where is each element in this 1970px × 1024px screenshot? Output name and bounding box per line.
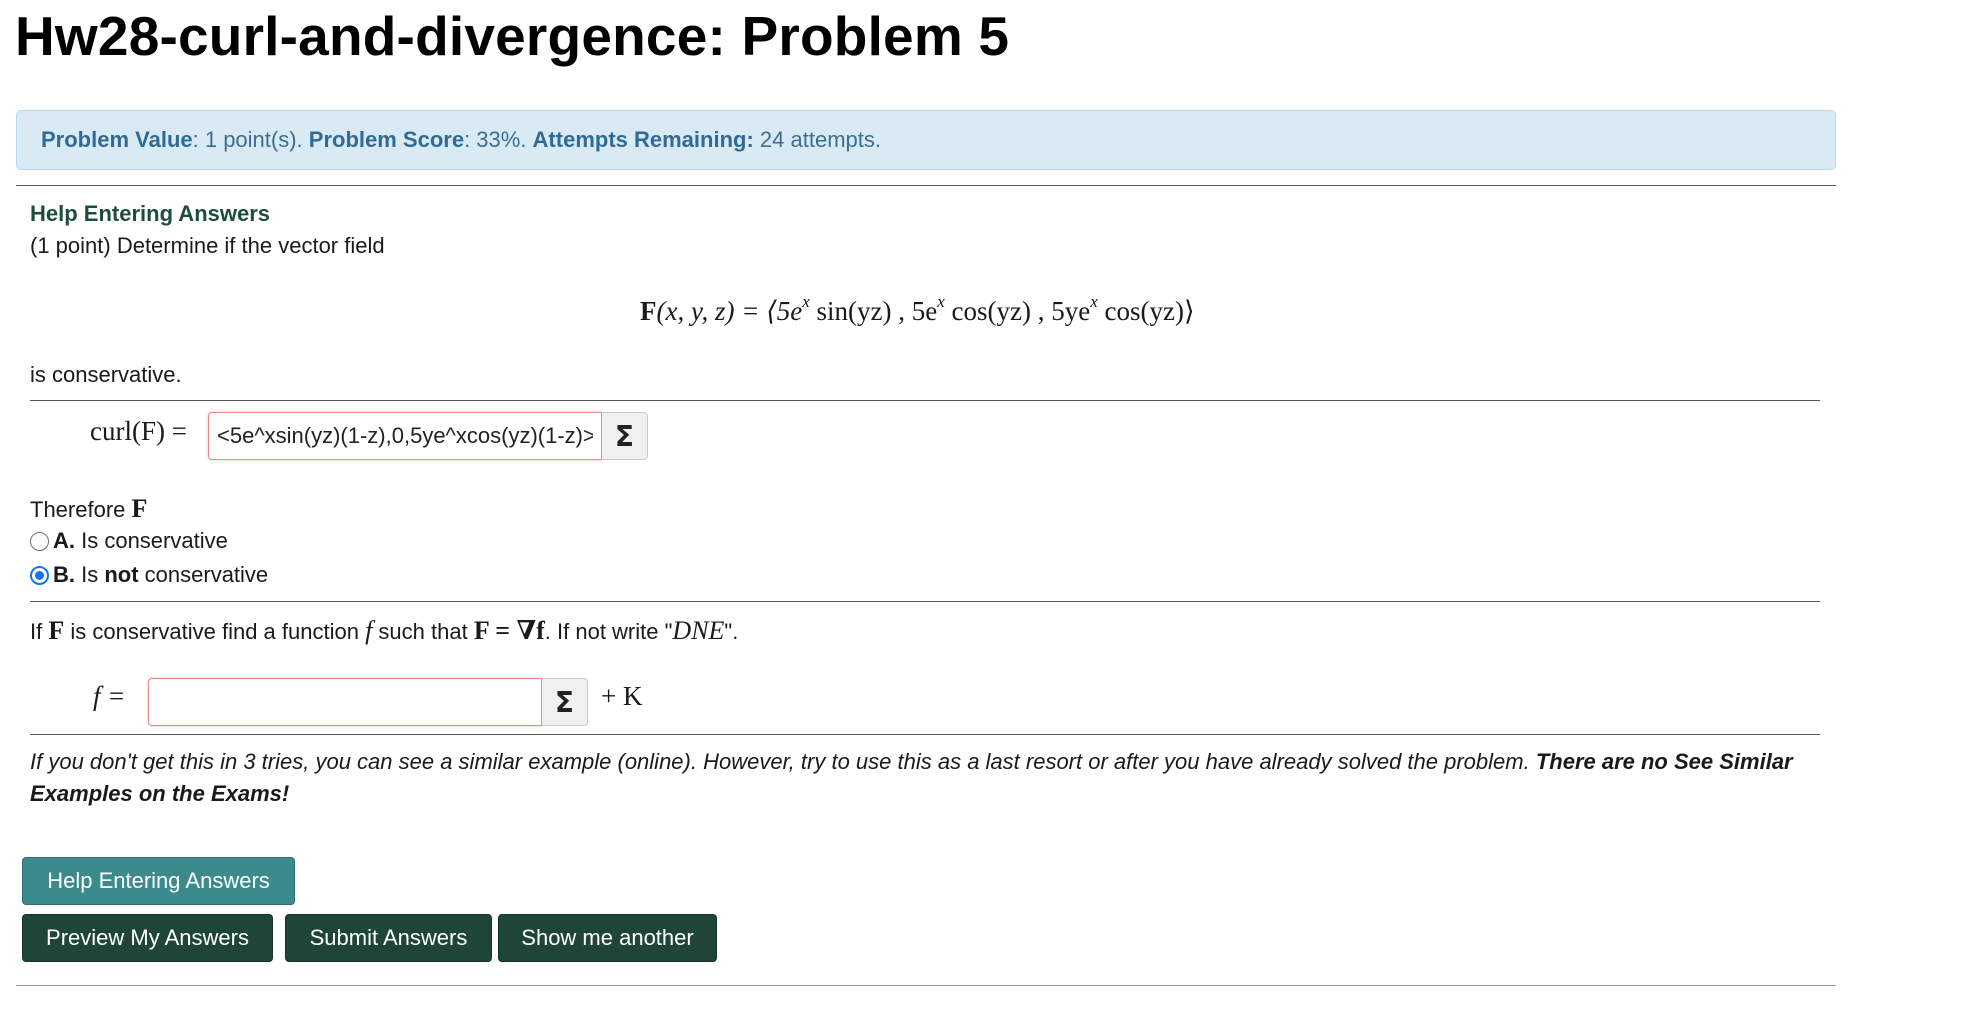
divider-function <box>30 601 1820 602</box>
problem-intro: (1 point) Determine if the vector field <box>30 233 385 258</box>
attempts-remaining-label: Attempts Remaining: <box>532 127 754 152</box>
show-me-another-button[interactable]: Show me another <box>498 914 717 962</box>
f-label: f = <box>93 681 126 711</box>
find-function-instruction: If F is conservative find a function f such that F = ∇f. If not write "DNE". <box>30 616 739 645</box>
divider-bottom <box>16 985 1836 986</box>
formula-part-4: cos(yz)⟩ <box>1097 296 1195 326</box>
function-equation-editor-button[interactable] <box>542 678 588 726</box>
preview-my-answers-button[interactable]: Preview My Answers <box>22 914 273 962</box>
formula-exp-1: x <box>802 292 810 311</box>
divider-top <box>16 185 1836 186</box>
divider-note <box>30 734 1820 735</box>
attempts-remaining-text: 24 attempts. <box>753 127 881 152</box>
curl-answer-input[interactable] <box>208 412 602 460</box>
therefore-text: Therefore F <box>30 494 148 523</box>
problem-value-text: : 1 point(s). <box>192 127 309 152</box>
problem-score-label: Problem Score <box>308 127 465 152</box>
option-b[interactable]: B. Is not conservative <box>30 562 268 588</box>
formula-exp-2: x <box>937 292 945 311</box>
formula-exp-3: x <box>1090 292 1098 311</box>
curl-equation-editor-button[interactable] <box>602 412 648 460</box>
plus-constant: + K <box>601 681 643 711</box>
formula-F: F <box>640 296 657 326</box>
sigma-icon: Σ <box>614 419 635 453</box>
formula-args: (x, y, z) = ⟨5e <box>656 296 803 326</box>
similar-example-note: If you don't get this in 3 tries, you can see a similar example (online). However, try to use this as a last resort or after you have already solved the problem. There are no See Similar Examples on the Exams! <box>30 749 1793 806</box>
vector-field-formula <box>640 292 1195 327</box>
option-a[interactable]: A. Is conservative <box>30 528 228 554</box>
is-conservative-text: is conservative. <box>30 362 182 387</box>
help-entering-answers-heading: Help Entering Answers <box>30 201 271 226</box>
option-a-radio[interactable] <box>30 532 49 551</box>
formula-part-3: cos(yz) , 5ye <box>944 296 1091 326</box>
formula-part-2: sin(yz) , 5e <box>809 296 938 326</box>
problem-value-label: Problem Value <box>41 127 193 152</box>
problem-score-text: : 33%. <box>464 127 533 152</box>
help-entering-answers-button[interactable]: Help Entering Answers <box>22 857 295 905</box>
curl-label: curl(F) = <box>90 416 187 446</box>
divider-curl <box>30 400 1820 401</box>
function-answer-input[interactable] <box>148 678 542 726</box>
option-b-radio[interactable] <box>30 566 49 585</box>
problem-info-box <box>16 110 1836 170</box>
page-title: Hw28-curl-and-divergence: Problem 5 <box>15 5 1010 67</box>
sigma-icon: Σ <box>554 685 575 719</box>
submit-answers-button[interactable]: Submit Answers <box>285 914 492 962</box>
